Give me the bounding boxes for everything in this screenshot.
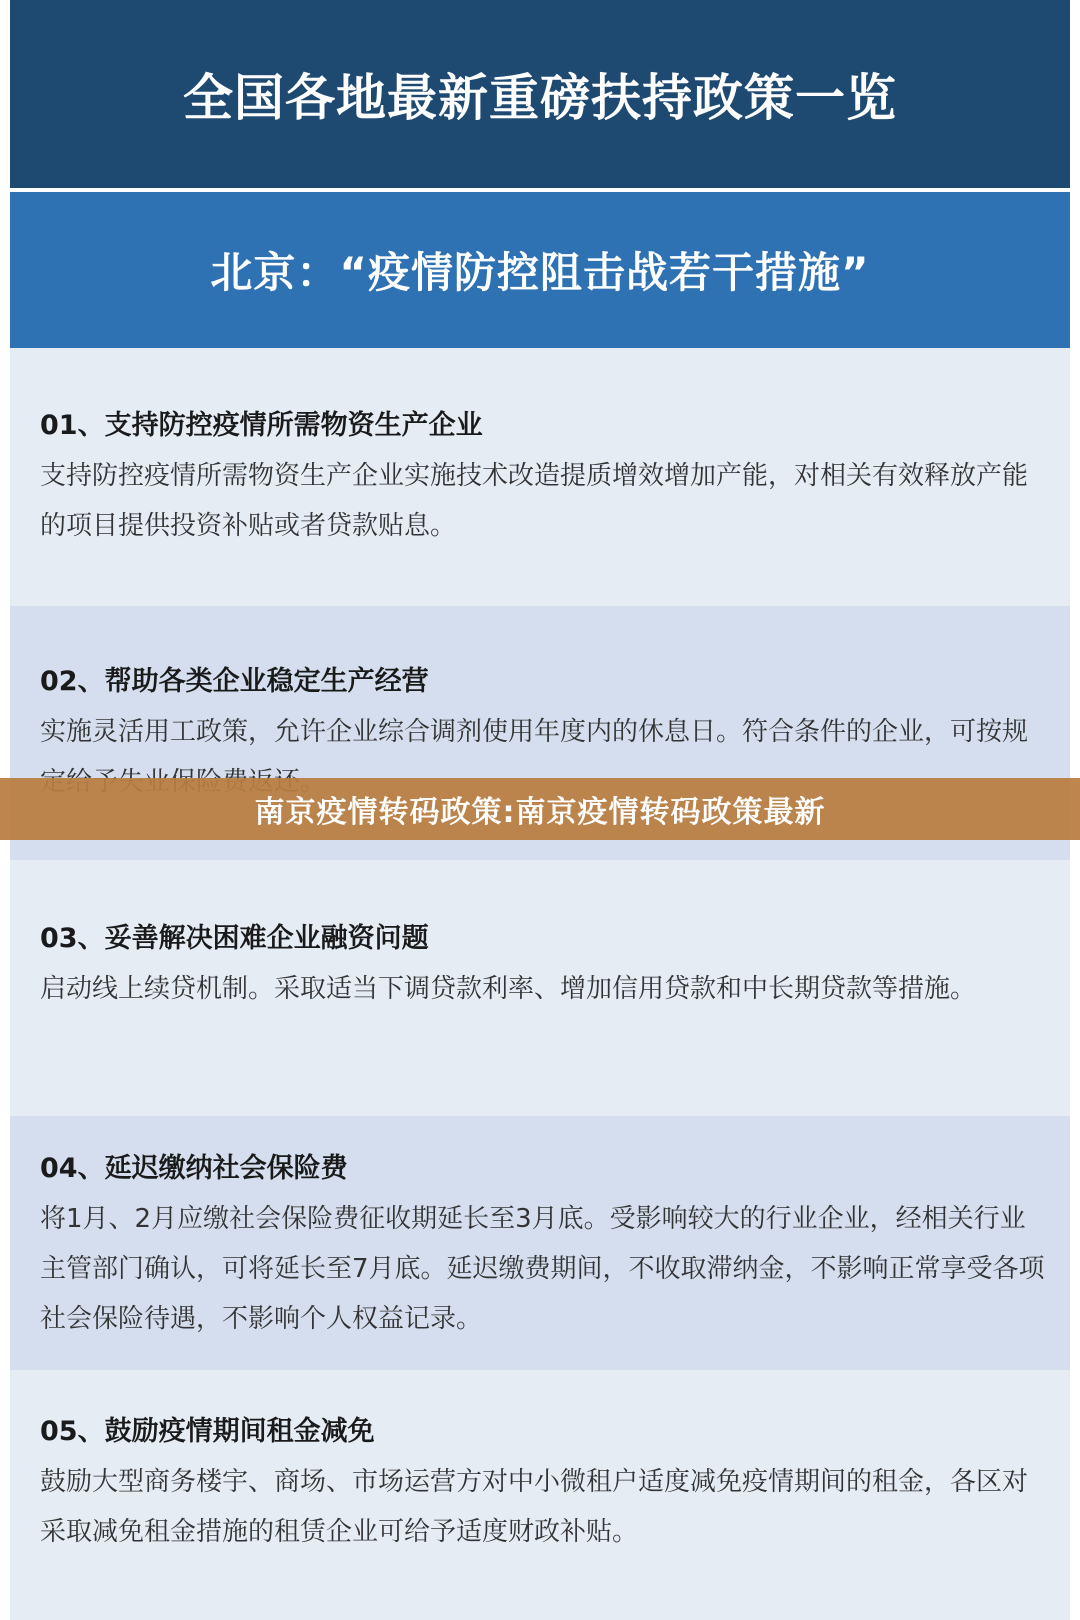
policy-item-body: 实施灵活用工政策，允许企业综合调剂使用年度内的休息日。符合条件的企业，可按规 — [40, 717, 1029, 747]
policy-item-body: 支持防控疫情所需物资生产企业实施技术改造提质增效增加产能，对相关有效释放产能的项目提供投资补贴或者贷款贴息。 — [40, 461, 1029, 541]
policy-item-heading: 05、鼓励疫情期间租金减免 — [40, 1416, 375, 1447]
policy-item-heading: 01、支持防控疫情所需物资生产企业 — [40, 410, 483, 441]
policy-item-body: 启动线上续贷机制。采取适当下调贷款利率、增加信用贷款和中长期贷款等措施。 — [40, 974, 977, 1004]
policy-item-heading: 03、妥善解决困难企业融资问题 — [40, 923, 429, 954]
subtitle-bar — [10, 192, 1070, 348]
policy-item-01 — [10, 348, 1070, 606]
main-title-bar — [10, 0, 1070, 188]
policy-item-heading: 04、延迟缴纳社会保险费 — [40, 1153, 348, 1184]
overlay-banner — [0, 778, 1080, 840]
subtitle: 北京：“疫情防控阻击战若干措施” — [210, 248, 870, 297]
policy-item-03 — [10, 860, 1070, 1116]
policy-item-05 — [10, 1370, 1070, 1620]
policy-item-04 — [10, 1116, 1070, 1370]
policy-item-body: 将1月、2月应缴社会保险费征收期延长至3月底。受影响较大的行业企业，经相关行业主管部门确认，可将延长至7月底。延迟缴费期间，不收取滞纳金，不影响正常享受各项社会保险待遇，不影响个人权益记录。 — [40, 1204, 1045, 1334]
main-title: 全国各地最新重磅扶持政策一览 — [183, 69, 897, 127]
policy-item-body: 鼓励大型商务楼宇、商场、市场运营方对中小微租户适度减免疫情期间的租金，各区对采取减免租金措施的租赁企业可给予适度财政补贴。 — [40, 1467, 1029, 1547]
policy-item-heading: 02、帮助各类企业稳定生产经营 — [40, 666, 429, 697]
overlay-banner-text: 南京疫情转码政策:南京疫情转码政策最新 — [254, 795, 826, 830]
